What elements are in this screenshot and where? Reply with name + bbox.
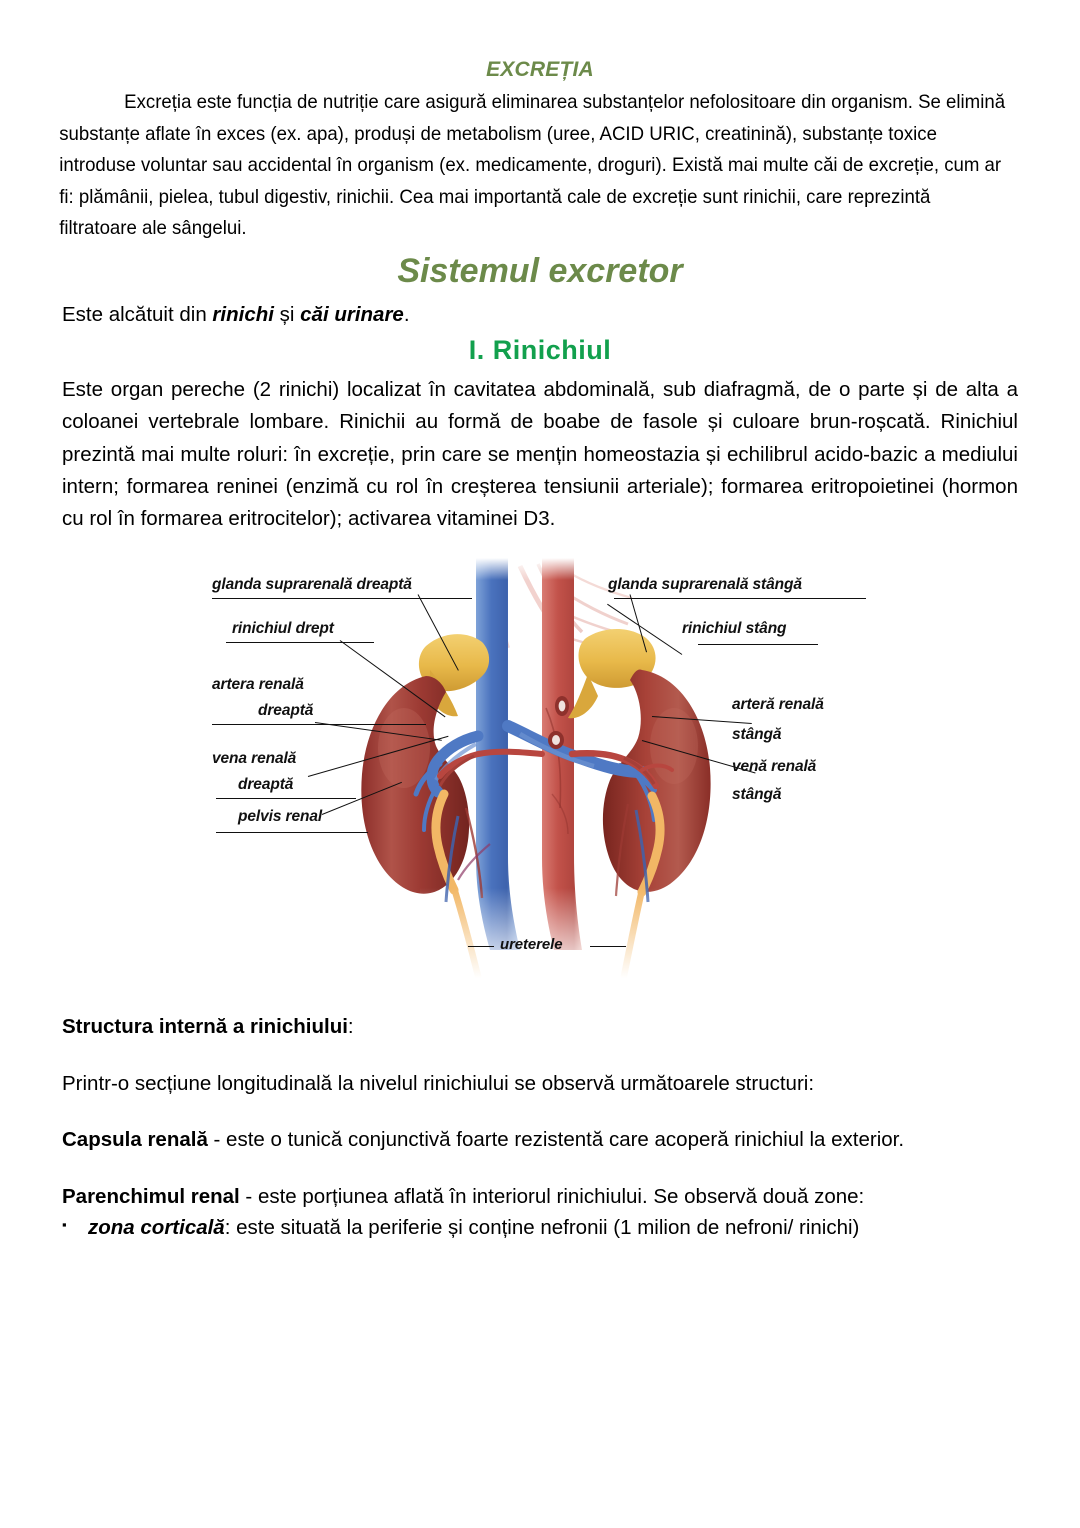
composed-suffix: . (403, 302, 410, 326)
bullet-rest: : este situată la periferie și conține nefronii (1 milion de nefroni/ rinichi) (224, 1215, 860, 1239)
intro-text: Excreția este funcția de nutriție care asigură eliminarea substanțelor nefolositoare din organism. Se elimină substanțe aflate în exces (ex. apa), produși de metabolism (uree, ACID URIC, creatinină), substanțe toxice introduse voluntar sau accidental în organism (ex. medicamente, droguri). Există mai multe căi de excreție, cum ar fi: plămânii, pielea, tubul digestiv, rinichii. Cea mai importantă cale de excreție sunt rinichii, care reprezintă filtratoare ale sângelui. (59, 91, 1006, 240)
composed-prefix: Este alcătuit din (62, 302, 213, 326)
structure-heading-term: Structura internă a rinichiului (62, 1014, 348, 1038)
figure-label-adrenal-left: glanda suprarenală stângă (608, 575, 802, 593)
bullet-content (88, 1213, 1018, 1244)
section-intro-line: Printr-o secțiune longitudinală la nivelul rinichiului se observă următoarele structuri: (62, 1071, 815, 1095)
heading-rinichiul: I. Rinichiul (468, 334, 612, 365)
spacer-after-figure (0, 978, 1080, 1012)
underline-artery-right (212, 724, 426, 725)
figure-label-vein-right-line2: dreaptă (238, 775, 294, 793)
spacer-3 (0, 1156, 1080, 1182)
capsule-term: Capsula renală (62, 1128, 208, 1152)
composed-of-line (0, 292, 1080, 330)
parenchyma-paragraph (0, 1182, 1080, 1213)
bullet-term: zona corticală (88, 1215, 225, 1239)
term-rinichi: rinichi (212, 302, 274, 326)
term-cai-urinare: căi urinare (300, 302, 404, 326)
figure-label-artery-left-line2: stângă (732, 725, 782, 743)
spacer-1 (0, 1043, 1080, 1069)
bottom-fade (420, 888, 660, 978)
composed-middle: și (273, 302, 301, 326)
figure-label-adrenal-right: glanda suprarenală dreaptă (212, 575, 412, 593)
list-item (0, 1213, 1080, 1244)
figure-label-pelvis-right: pelvis renal (238, 807, 323, 825)
underline-kidney-left (698, 644, 818, 645)
parenchyma-term: Parenchimul renal (62, 1185, 240, 1209)
leader-ureter-right-tick (590, 946, 626, 947)
figure-label-artery-left-line1: arteră renală (732, 695, 824, 713)
figure-label-ureters: ureterele (500, 935, 563, 953)
structure-heading (0, 1012, 1080, 1043)
capsule-rest: - este o tunică conjunctivă foarte rezistentă care acoperă rinichiul la exterior. (207, 1128, 905, 1152)
spacer-2 (0, 1099, 1080, 1125)
figure-label-artery-right-line1: artera renală (212, 675, 304, 693)
bullet-marker: ▪ (62, 1216, 67, 1232)
leader-ureter-left-tick (468, 946, 494, 947)
underline-pelvis-right (216, 832, 368, 833)
figure-label-vein-left-line2: stângă (732, 785, 782, 803)
structure-heading-colon: : (347, 1014, 354, 1038)
figure-label-vein-left-line1: venă renală (732, 757, 817, 775)
figure-label-artery-right-line2: dreaptă (258, 701, 314, 719)
kidney-paragraph: Este organ pereche (2 rinichi) localizat în cavitatea abdominală, sub diafragmă, de o parte și de alta a coloanei vertebrale lombare. Rinichii au formă de boabe de fasole și culoare brun-roșcată. Rinichiul prezintă mai multe roluri: în excreție, prin care se mențin homeostazia și echilibrul acido-bazic a mediului intern; formarea reninei (enzimă cu rol în creșterea tensiunii arteriale); formarea eritropoietinei (hormon cu rol în formarea eritrocitelor); activarea vitaminei D3. (62, 377, 1018, 531)
intro-paragraph (0, 81, 1031, 245)
underline-adrenal-left (614, 598, 866, 599)
kidney-anatomy-figure (190, 558, 890, 978)
parenchyma-rest: - este porțiunea aflată în interiorul rinichiului. Se observă două zone: (239, 1185, 865, 1209)
capsule-paragraph (0, 1125, 1080, 1156)
underline-kidney-right (226, 642, 374, 643)
page-title: EXCREȚIA (486, 58, 594, 81)
figure-label-kidney-left: rinichiul stâng (682, 619, 787, 637)
underline-adrenal-right (212, 598, 472, 599)
figure-label-vein-right-line1: vena renală (212, 749, 297, 767)
figure-label-kidney-right: rinichiul drept (232, 619, 334, 637)
underline-vein-right (216, 798, 356, 799)
heading-sistemul-excretor: Sistemul excretor (397, 251, 683, 290)
